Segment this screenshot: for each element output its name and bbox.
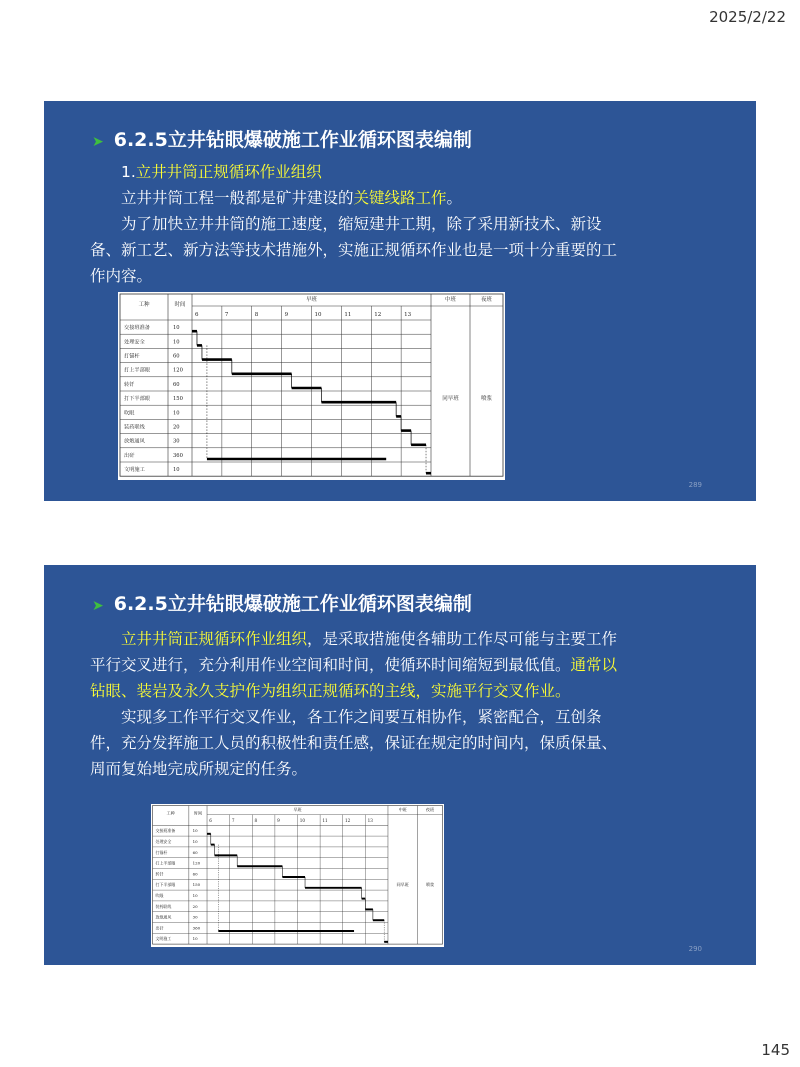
task-name: 打锚杆 xyxy=(124,353,140,360)
task-duration: 60 xyxy=(192,849,198,855)
hour-tick-label: 10 xyxy=(314,312,322,318)
work-cycle-chart xyxy=(118,292,505,480)
highlight-text: 关键线路工作 xyxy=(353,189,447,207)
task-name: 文明施工 xyxy=(155,936,172,942)
paragraph xyxy=(90,626,626,704)
subheading-text: 立井井筒正规循环作业组织 xyxy=(135,163,322,181)
task-duration: 10 xyxy=(173,410,180,417)
header-morning-shift: 早班 xyxy=(293,806,302,812)
task-duration: 10 xyxy=(192,893,198,899)
task-duration: 10 xyxy=(173,339,180,346)
arrow-bullet-icon: ➤ xyxy=(92,598,104,614)
slide-number: 290 xyxy=(688,945,702,953)
header-night-shift: 夜班 xyxy=(480,297,493,303)
hour-tick-label: 6 xyxy=(195,312,199,318)
hour-tick-label: 11 xyxy=(322,818,328,824)
task-name: 文明施工 xyxy=(124,467,145,474)
hour-tick-label: 7 xyxy=(231,818,235,824)
work-cycle-chart xyxy=(151,804,444,947)
task-duration: 30 xyxy=(192,914,198,920)
subheading xyxy=(90,159,626,185)
task-duration: 120 xyxy=(173,367,183,374)
task-name: 出矸 xyxy=(124,452,135,459)
slide-290 xyxy=(44,565,756,965)
paragraph-text: ，是采取措施使各辅助工作尽可能与主要工作平行交叉进行，充分利用作业空间和时间，使循环时间缩短到最低值。 xyxy=(90,630,618,674)
header-middle-shift: 中班 xyxy=(398,806,407,812)
paragraph: 为了加快立井井筒的施工速度，缩短建井工期，除了采用新技术、新设备、新工艺、新方法等技术措施外，实施正规循环作业也是一项十分重要的工作内容。 xyxy=(90,215,618,285)
hour-tick-label: 11 xyxy=(344,312,352,318)
hour-tick-label: 13 xyxy=(367,818,373,824)
task-name: 交接班准备 xyxy=(155,828,176,834)
slide-title xyxy=(92,589,472,616)
task-duration: 20 xyxy=(173,424,180,431)
task-duration: 10 xyxy=(192,839,198,845)
task-name: 放炮通风 xyxy=(155,914,172,920)
hour-tick-label: 7 xyxy=(224,312,229,318)
header-time: 时间 xyxy=(193,810,203,816)
task-duration: 360 xyxy=(173,452,183,459)
task-name: 打下半部眼 xyxy=(155,882,176,888)
task-duration: 360 xyxy=(192,925,201,931)
task-duration: 150 xyxy=(173,396,183,403)
hour-tick-label: 12 xyxy=(345,818,351,824)
header-time: 时间 xyxy=(174,302,186,308)
task-duration: 60 xyxy=(192,871,198,877)
header-work: 工种 xyxy=(138,302,150,308)
slide-title-text: 6.2.5立井钻眼爆破施工作业循环图表编制 xyxy=(113,593,472,615)
subheading-number: 1. xyxy=(121,163,136,181)
paragraph: 实现多工作平行交叉作业，各工作之间要互相协作，紧密配合，互创条件，充分发挥施工人员的积极性和责任感，保证在规定的时间内，保质保量、周而复始地完成所规定的任务。 xyxy=(90,708,618,778)
task-name: 转钎 xyxy=(155,871,164,877)
header-middle-shift: 中班 xyxy=(444,297,457,303)
task-duration: 30 xyxy=(173,438,180,445)
task-name: 出矸 xyxy=(155,925,164,931)
hour-tick-label: 8 xyxy=(254,818,258,824)
task-name: 装药联线 xyxy=(124,424,145,431)
slide-body xyxy=(90,159,626,289)
hour-tick-label: 13 xyxy=(404,312,412,318)
task-duration: 10 xyxy=(173,325,180,332)
task-duration: 150 xyxy=(192,882,201,888)
header-night-shift: 夜班 xyxy=(425,806,435,812)
task-duration: 20 xyxy=(192,903,198,909)
slide-title xyxy=(92,125,472,152)
highlight-text: 立井井筒正规循环作业组织 xyxy=(121,630,308,648)
highlight-text: 通常以钻眼、装岩及永久支护作为组织正规循环的主线，实施平行交叉作业。 xyxy=(90,656,618,700)
task-name: 转钎 xyxy=(124,381,135,388)
gantt-svg xyxy=(151,804,444,947)
hour-tick-label: 12 xyxy=(374,312,382,318)
hour-tick-label: 9 xyxy=(284,312,289,318)
hour-tick-label: 10 xyxy=(299,818,306,824)
task-name: 吹眼 xyxy=(155,893,164,899)
middle-shift-note: 同早班 xyxy=(442,396,459,403)
header-work: 工种 xyxy=(166,810,175,816)
task-name: 打锚杆 xyxy=(155,849,168,855)
page-number: 145 xyxy=(761,1041,790,1059)
middle-shift-note: 同早班 xyxy=(396,882,409,888)
task-name: 处理安全 xyxy=(155,839,172,845)
task-name: 吹眼 xyxy=(124,410,135,417)
slide-number: 289 xyxy=(688,481,702,489)
header-morning-shift: 早班 xyxy=(305,297,318,303)
paragraph-text: 。 xyxy=(446,189,463,207)
task-duration: 10 xyxy=(192,936,198,942)
paragraph-text: 立井井筒工程一般都是矿井建设的 xyxy=(121,189,354,207)
paragraph xyxy=(90,185,626,211)
task-name: 装药联线 xyxy=(155,903,172,909)
task-duration: 10 xyxy=(173,467,180,474)
task-duration: 120 xyxy=(192,860,201,866)
task-duration: 60 xyxy=(173,353,180,360)
night-shift-note: 喷浆 xyxy=(425,882,435,888)
hour-tick-label: 9 xyxy=(277,818,280,824)
task-name: 打上半部眼 xyxy=(124,367,150,374)
task-name: 打上半部眼 xyxy=(155,860,176,866)
task-name: 交接班准备 xyxy=(124,325,150,332)
hour-tick-label: 6 xyxy=(209,818,212,824)
arrow-bullet-icon: ➤ xyxy=(92,134,104,150)
print-date: 2025/2/22 xyxy=(709,8,786,26)
slide-body xyxy=(90,626,626,782)
task-name: 处理安全 xyxy=(124,339,145,346)
night-shift-note: 喷浆 xyxy=(480,396,493,403)
slide-289 xyxy=(44,101,756,501)
hour-tick-label: 8 xyxy=(254,312,259,318)
task-name: 打下半部眼 xyxy=(124,396,150,403)
task-duration: 10 xyxy=(192,828,198,834)
task-duration: 60 xyxy=(173,381,180,388)
slide-title-text: 6.2.5立井钻眼爆破施工作业循环图表编制 xyxy=(113,129,472,151)
task-name: 放炮通风 xyxy=(124,438,145,445)
gantt-svg xyxy=(118,292,505,480)
